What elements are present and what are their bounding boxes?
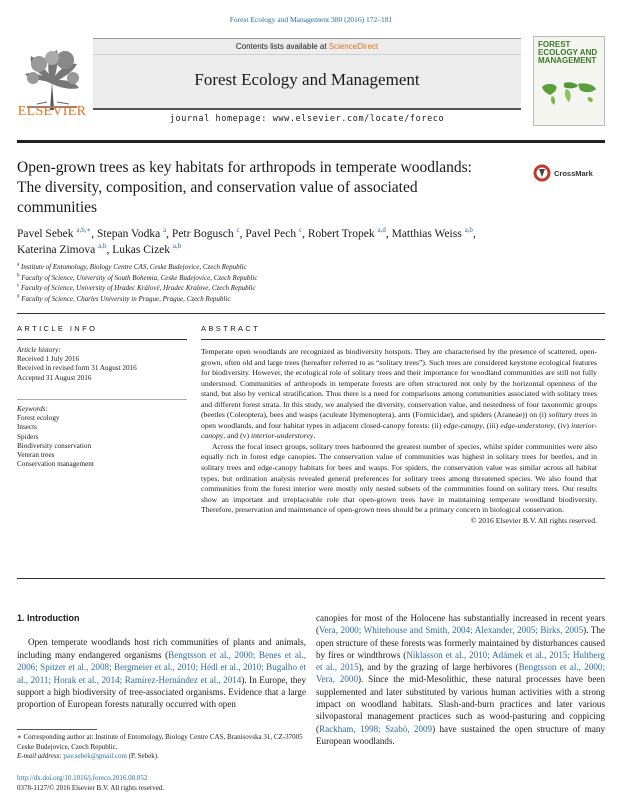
copyright: © 2016 Elsevier B.V. All rights reserved. xyxy=(470,515,597,525)
keywords xyxy=(17,405,187,469)
contents-prefix: Contents lists available at xyxy=(235,42,329,51)
footnote xyxy=(17,733,306,762)
affiliation: $^d$ Faculty of Science, Charles University in Prague, Prague, Czech Republic xyxy=(17,294,231,303)
world-map-icon xyxy=(538,77,600,107)
affiliations xyxy=(17,262,597,304)
divider xyxy=(17,399,187,400)
history-label: Article history: xyxy=(17,346,61,354)
author: Pavel Pech $^c$ xyxy=(245,226,303,240)
affiliation: $^a$ Institute of Entomology, Biology Centre CAS, Ceske Budejovice, Czech Republic xyxy=(17,262,247,271)
citation-link[interactable]: Rackham, 1998; Szabó, 2009 xyxy=(319,723,433,734)
affiliation: $^b$ Faculty of Science, University of South Bohemia, Ceske Budejovice, Czech Republic xyxy=(17,273,258,282)
author: Lukas Cizek $^{a,b}$ xyxy=(112,242,182,256)
page-footer xyxy=(17,773,317,793)
keyword: Spiders xyxy=(17,432,39,441)
author-list: Pavel Sebek $^{a,b,∗}$, Stepan Vodka $^a$, Petr Bogusch $^c$, Pavel Pech $^c$, Robert Tropek $^{a,d}$, Matthias Weiss $^{a,b}$, Katerina Zimova $^{a,b}$, Lukas Cizek $^{a,b}$ xyxy=(17,226,476,256)
citation-link[interactable]: Bengtsson et al., 2000; Benes et al., 2006; Spitzer et al., 2008; Bergmeier et al., 2010; Hédl et al., 2010; Bugalho et al., 2011; Horak et al., 2014; Ramírez-Hernández et al., 2014 xyxy=(17,649,306,685)
keyword: Forest ecology xyxy=(17,414,60,423)
issn-line: 0378-1127/© 2016 Elsevier B.V. All rights reserved. xyxy=(17,784,165,792)
keyword: Insects xyxy=(17,423,37,432)
journal-header xyxy=(93,38,521,126)
keyword: Veteran trees xyxy=(17,451,55,460)
citation-link[interactable]: Bengtsson et al., 2000; Vera, 2000 xyxy=(316,662,605,685)
received-date: Received 1 July 2016 xyxy=(17,355,80,364)
revised-date: Received in revised form 31 August 2016 xyxy=(17,364,137,373)
author: Petr Bogusch $^c$ xyxy=(171,226,240,240)
body-paragraph: canopies for most of the Holocene has substantially increased in recent years (Vera, 2000; Whitehouse and Smith, 2004; Alexander, 2005; Birks, 2005). The open structure of these forests was formerly maintained by disturbances caused by fires or windthrows (Niklasson et al., 2010; Adámek et al., 2015; Hultberg et al., 2015), and by the grazing of large herbivores (Bengtsson et al., 2000; Vera, 2000). Since the mid-Mesolithic, these natural processes have been supplemented and later substituted by various human activities with a strong impact on woodland habitats. Slash-and-burn practices and later various silvopastoral management practices such as wood-pasturing and coppicing (Rackham, 1998; Szabó, 2009) have sustained the open structure of many European woodlands. xyxy=(316,613,605,746)
article-title: Open-grown trees as key habitats for arthropods in temperate woodlands: The diversity, composition, and conservation value of associated communities xyxy=(17,159,472,216)
affiliation: $^c$ Faculty of Science, University of Hradec Králové, Hradec Kralove, Czech Republic xyxy=(17,283,256,292)
abstract-paragraph: Temperate open woodlands are recognized as biodiversity hotspots. They are characterised by the presence of scattered, open-grown, often old and large trees (hereafter referred to as “solitary trees”). Such trees are considered keystone ecological features for biodiversity. However, the ecological role of solitary trees and their importance for woodland communities are still not fully understood. Communities of arthropods in temperate forests are often structured not only by the horizontal openness of the stand, but also by vertical stratification. Thus there is a need for comparisons among communities associated with solitary trees and different forest strata. In this study, we analysed the diversity, conservation value, and nestedness of four taxonomic groups (beetles (Coleoptera), bees and wasps (aculeate Hymenoptera), ants (Formicidae), and spiders (Araneae)) on (i) solitary trees in open woodlands, and four habitat types in adjacent closed-canopy forests: (ii) edge-canopy, (iii) edge-understorey, (iv) interior-canopy, and (v) interior-understorey. xyxy=(201,347,597,441)
crossmark-icon xyxy=(533,164,551,182)
sciencedirect-link[interactable]: ScienceDirect xyxy=(328,42,379,51)
email-line: E-mail address: pav.sebek@gmail.com (P. Sebek). xyxy=(17,752,159,760)
divider xyxy=(201,339,605,340)
intro-left-column xyxy=(17,612,306,711)
article-info-heading: ARTICLE INFO xyxy=(17,324,98,333)
journal-cover xyxy=(533,36,605,126)
author: Stepan Vodka $^a$ xyxy=(97,226,167,240)
contents-line xyxy=(93,39,521,55)
footnote-rule xyxy=(17,729,97,730)
crossmark-badge[interactable] xyxy=(533,164,601,182)
cover-title-3: MANAGEMENT xyxy=(538,56,597,65)
author: Robert Tropek $^{a,d}$ xyxy=(307,226,386,240)
corresponding-author: ∗ Corresponding author at: Institute of Entomology, Biology Centre CAS, Branisovska 31, CZ-37005 Ceske Budejovice, Czech Republic. xyxy=(17,733,303,751)
cover-title-1: FOREST xyxy=(538,40,571,49)
article-history xyxy=(17,346,187,383)
keyword: Biodiversity conservation xyxy=(17,441,92,450)
journal-title: Forest Ecology and Management xyxy=(194,70,420,89)
masthead xyxy=(17,34,605,129)
journal-reference[interactable]: Forest Ecology and Management 380 (2016) 172–181 xyxy=(229,15,393,24)
abstract-heading: ABSTRACT xyxy=(201,324,261,333)
header-rule xyxy=(17,140,605,143)
author: Katerina Zimova $^{a,b}$ xyxy=(17,242,107,256)
keywords-label: Keywords: xyxy=(17,405,48,413)
cover-title-2: ECOLOGY AND xyxy=(538,48,598,57)
intro-right-column xyxy=(316,612,605,747)
divider xyxy=(17,313,605,314)
abstract-body xyxy=(201,347,597,526)
citation-link[interactable]: Vera, 2000; Whitehouse and Smith, 2004; Alexander, 2005; Birks, 2005 xyxy=(319,625,584,636)
doi-link[interactable]: http://dx.doi.org/10.1016/j.foreco.2016.08.052 xyxy=(17,774,148,782)
section-heading: 1. Introduction xyxy=(17,613,80,623)
citation-link[interactable]: Niklasson et al., 2010; Adámek et al., 2015; Hultberg et al., 2015 xyxy=(316,649,605,673)
journal-homepage[interactable]: journal homepage: www.elsevier.com/locate/foreco xyxy=(93,108,521,126)
email-link[interactable]: pav.sebek@gmail.com xyxy=(63,752,127,760)
crossmark-label: CrossMark xyxy=(554,169,593,178)
accepted-date: Accepted 31 August 2016 xyxy=(17,373,92,382)
divider xyxy=(17,578,605,579)
divider xyxy=(17,339,187,340)
body-paragraph: Open temperate woodlands host rich communities of plants and animals, including many endangered organisms (Bengtsson et al., 2000; Benes et al., 2006; Spitzer et al., 2008; Bergmeier et al., 2010; Hédl et al., 2010; Bugalho et al., 2011; Horak et al., 2014; Ramírez-Hernández et al., 2014). In Europe, they support a high biodiversity of tree-associated organisms. Evidence that a large proportion of European forests naturally occurred with open xyxy=(17,637,306,710)
author: Matthias Weiss $^{a,b}$ xyxy=(391,226,473,240)
author: Pavel Sebek $^{a,b,∗}$ xyxy=(17,226,92,240)
abstract-paragraph: Across the focal insect groups, solitary trees harboured the greatest number of species, whilst spider communities were also equally rich in forest edge canopies. The conservation value of communities was highest in solitary trees for beetles, and in solitary trees and edge-canopy habitats for bees and wasps. For spiders, the conservation value was similar across all habitat types, but ordination analysis revealed general preferences for solitary trees among threatened species. We also found that communities from the forest interior were mostly only nested subsets of the communities found on solitary trees. Our results show an important and irreplaceable role that open-grown trees have in maintaining temperate woodland biodiversity. Therefore, preservation and maintenance of open-grown trees should be a primary concern in biological conservation. xyxy=(201,441,597,515)
publisher-name: ELSEVIER xyxy=(17,104,87,119)
keyword: Conservation management xyxy=(17,460,94,469)
